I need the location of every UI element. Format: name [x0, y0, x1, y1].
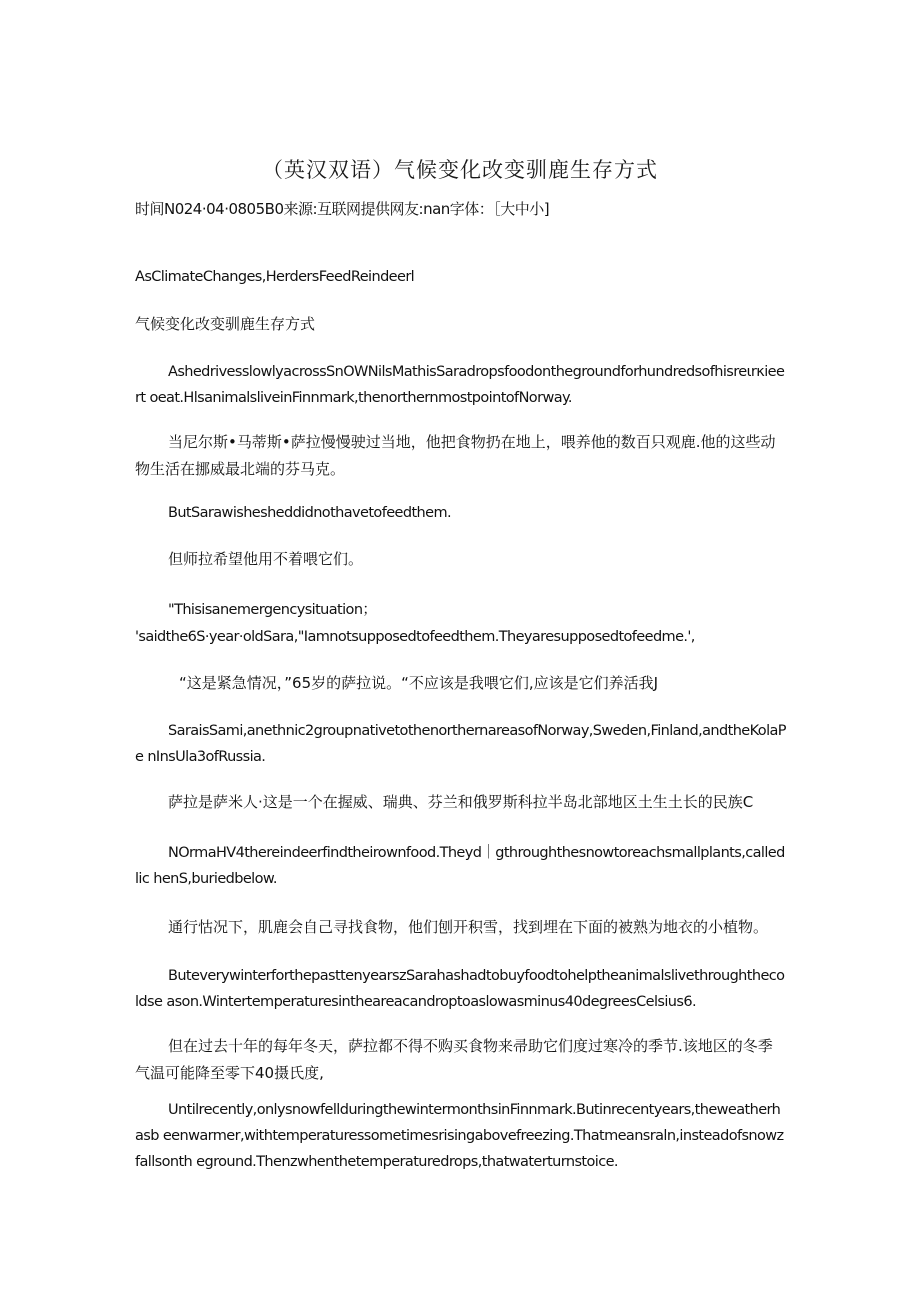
- document-title: （英汉双语）气候变化改变驯鹿生存方式: [262, 158, 658, 182]
- paragraph-zh-4: 萨拉是萨米人·这是一个在握威、瑞典、芬兰和俄罗斯科拉半岛北部地区土生土长的民族C: [168, 793, 754, 811]
- paragraph-en-3-line-2: 'saidthe6S·year·oldSara,"Iamnotsupposedtofeedthem.Theyaresupposedtofeedme.',: [135, 629, 695, 645]
- paragraph-zh-1: 当尼尔斯•马蒂斯•萨拉慢慢驶过当地，他把食物扔在地上，喂养他的数百只观鹿.他的这些动物生活在挪威最北端的芬马克。: [135, 433, 776, 478]
- english-headline: AsClimateChanges,HerdersFeedReindeerl: [135, 269, 415, 285]
- paragraph-zh-2: 但师拉希望他用不着喂它们。: [168, 550, 364, 568]
- paragraph-zh-3: “这是紧急情况，”65岁的萨拉说。“不应该是我喂它们,应该是它们养活我J: [179, 674, 659, 692]
- paragraph-en-7: Untilrecently,onlysnowfellduringthewintermonthsinFinnmark.Butinrecentyears,theweatherhasb eenwarmer,withtemperaturessometimesrisingabovefreezing.Thatmeansraln,insteadofsnowzfallsonth eground.Thenzwhenthetemperaturedrops,thatwaterturnstoice.: [135, 1102, 784, 1170]
- paragraph-en-6: ButeverywinterforthepasttenyearszSarahashadtobuyfoodtohelptheanimalslivethroughthecoldse ason.Wintertemperaturesintheareacandroptoaslowasminus40degreesCelsius6.: [135, 968, 785, 1010]
- article-meta: 时间N024·04·0805B0来源:互联网提供网友:nan字体：［大中小]: [135, 200, 550, 218]
- paragraph-en-4: SaraisSami,anethnic2groupnativetothenorthernareasofNorway,Sweden,Finland,andtheKolaPe nInsUla3ofRussia.: [135, 723, 786, 765]
- paragraph-en-2: ButSarawishesheddidnothavetofeedthem.: [168, 505, 451, 521]
- paragraph-en-3-line-1: "Thisisanemergencysituation；: [168, 602, 377, 618]
- chinese-headline: 气候变化改变驯鹿生存方式: [135, 315, 316, 333]
- paragraph-en-5: NOrmaHV4thereindeerfindtheirownfood.Theyd｜gthroughthesnowtoreachsmallplants,calledlic henS,buriedbelow.: [135, 845, 785, 887]
- paragraph-zh-6: 但在过去十年的每年冬天，萨拉都不得不购买食物来帚助它们度过寒冷的季节.该地区的冬季气温可能降至零下40摄氏度,: [135, 1037, 773, 1082]
- paragraph-en-1: AshedrivesslowlyacrossSnOWNilsMathisSaradropsfoodonthegroundforhundredsofhisreιrκieert oeat.HlsanimalsliveinFinnmark,thenorthernmostpointofNorway.: [135, 364, 785, 406]
- paragraph-zh-5: 通行怙况下，肌鹿会自己寻找食物，他们刨开积雪，找到埋在下面的被熟为地衣的小植物。: [168, 918, 769, 936]
